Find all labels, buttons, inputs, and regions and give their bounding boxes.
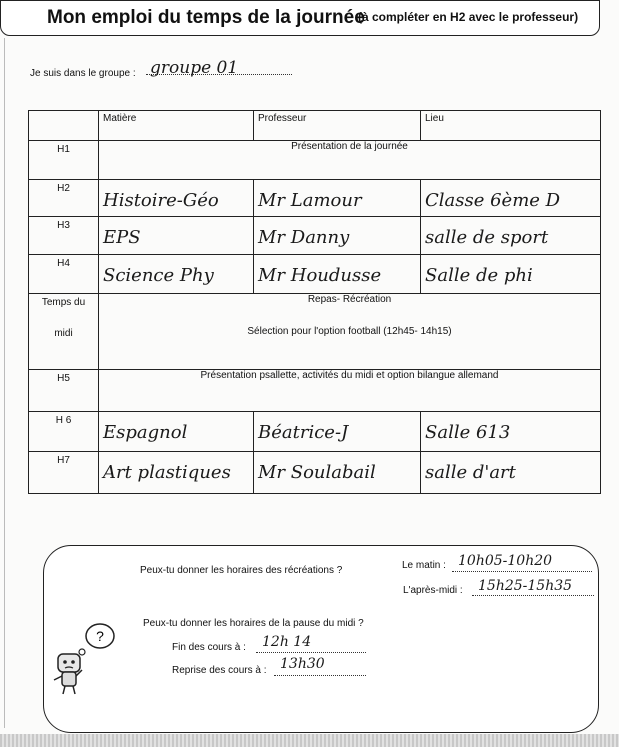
bubble-question-mark: ?: [96, 628, 104, 644]
lunch-question: Peux-tu donner les horaires de la pause du midi ?: [143, 618, 364, 629]
midi-line-2: Sélection pour l'option football (12h45- 14h15): [247, 326, 452, 337]
cell-professeur[interactable]: Mr Lamour: [254, 180, 421, 217]
slot-label: H3: [57, 220, 70, 231]
slot-label: H4: [57, 258, 70, 269]
table-row-midi: [29, 294, 601, 370]
matin-value[interactable]: 10h05-10h20: [458, 553, 553, 569]
group-label: Je suis dans le groupe :: [30, 68, 136, 79]
cell-matiere[interactable]: Histoire-Géo: [99, 180, 254, 217]
column-header-lieu: Lieu: [421, 111, 601, 141]
cell-matiere[interactable]: Art plastiques: [99, 452, 254, 494]
slot-label-midi-a: Temps du: [41, 297, 86, 308]
merged-cell-midi: [99, 294, 601, 370]
merged-cell: Présentation psallette, activités du midi et option bilangue allemand: [99, 370, 601, 412]
table-row-h1: [29, 141, 601, 180]
cell-matiere[interactable]: EPS: [99, 217, 254, 255]
table-row-h7: [29, 452, 601, 494]
cell-matiere[interactable]: Espagnol: [99, 412, 254, 452]
reprise-label: Reprise des cours à :: [172, 665, 267, 676]
slot-header-cell: [29, 111, 99, 141]
apres-midi-dotted-line: [472, 595, 594, 596]
timetable-header-row: [29, 111, 601, 141]
cell-professeur[interactable]: Mr Houdusse: [254, 255, 421, 294]
recreation-question: Peux-tu donner les horaires des récréations ?: [140, 565, 343, 576]
cell-lieu[interactable]: Salle 613: [421, 412, 601, 452]
cell-professeur[interactable]: Mr Danny: [254, 217, 421, 255]
column-header-matiere: Matière: [99, 111, 254, 141]
apres-midi-label: L'après-midi :: [403, 585, 463, 596]
cell-lieu[interactable]: salle de sport: [421, 217, 601, 255]
table-row-h3: [29, 217, 601, 255]
fin-label: Fin des cours à :: [172, 642, 246, 653]
thinking-character-icon: [50, 618, 122, 698]
page-title: Mon emploi du temps de la journée: [47, 7, 365, 28]
fin-dotted-line: [256, 652, 366, 653]
slot-label: H 6: [55, 415, 72, 426]
cell-lieu[interactable]: salle d'art: [421, 452, 601, 494]
cell-professeur[interactable]: Mr Soulabail: [254, 452, 421, 494]
slot-label: H5: [57, 373, 70, 384]
scan-border-bottom: [0, 734, 619, 747]
midi-line-1: Repas- Récréation: [307, 294, 392, 305]
group-value[interactable]: groupe 01: [150, 58, 239, 78]
column-header-professeur: Professeur: [254, 111, 421, 141]
table-row-h5: [29, 370, 601, 412]
slot-label-midi-b: midi: [54, 328, 73, 339]
reprise-dotted-line: [274, 675, 366, 676]
page-edge-line: [4, 38, 5, 728]
table-row-h6: [29, 412, 601, 452]
cell-professeur[interactable]: Béatrice-J: [254, 412, 421, 452]
merged-cell: Présentation de la journée: [99, 141, 601, 180]
slot-label: H1: [57, 144, 70, 155]
table-row-h2: [29, 180, 601, 217]
timetable: [28, 110, 601, 494]
reprise-value[interactable]: 13h30: [280, 656, 325, 672]
apres-midi-value[interactable]: 15h25-15h35: [478, 578, 573, 594]
header-banner: [0, 0, 600, 36]
cell-matiere[interactable]: Science Phy: [99, 255, 254, 294]
cell-lieu[interactable]: Classe 6ème D: [421, 180, 601, 217]
page-subtitle: (à compléter en H2 avec le professeur): [358, 10, 579, 24]
slot-label: H7: [57, 455, 70, 466]
cell-lieu[interactable]: Salle de phi: [421, 255, 601, 294]
matin-dotted-line: [452, 571, 592, 572]
slot-label: H2: [57, 183, 70, 194]
fin-value[interactable]: 12h 14: [262, 634, 312, 650]
matin-label: Le matin :: [402, 560, 446, 571]
table-row-h4: [29, 255, 601, 294]
